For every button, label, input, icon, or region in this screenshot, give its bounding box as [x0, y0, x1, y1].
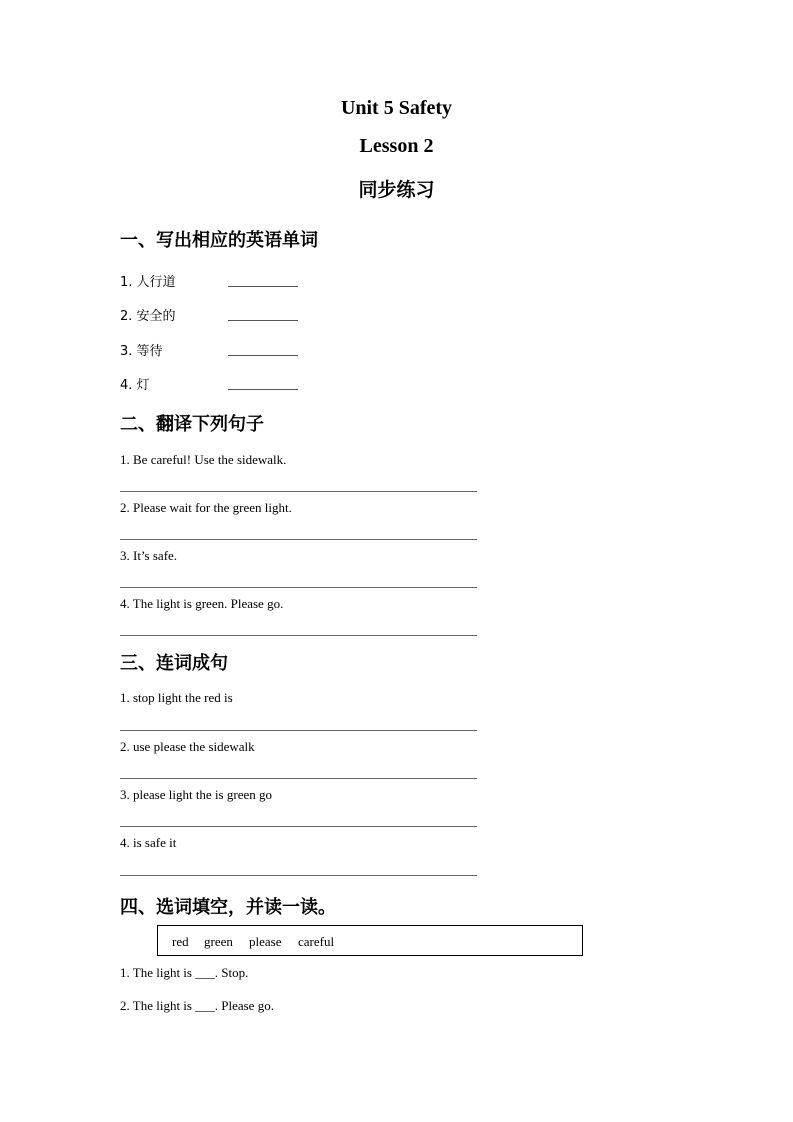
- section3-item-4: 4. is safe it: [120, 835, 177, 850]
- answer-line[interactable]: [120, 491, 477, 492]
- section1-item-4: 4. 灯: [120, 378, 150, 393]
- section2-item-2: 2. Please wait for the green light.: [120, 500, 292, 515]
- answer-line[interactable]: [120, 826, 477, 827]
- answer-line[interactable]: [120, 778, 477, 779]
- answer-blank-1[interactable]: [228, 286, 298, 287]
- section1-heading: 一、写出相应的英语单词: [120, 230, 318, 251]
- section1-item-2: 2. 安全的: [120, 309, 176, 324]
- section3-item-1: 1. stop light the red is: [120, 690, 233, 705]
- section4-item-1: 1. The light is ___. Stop.: [120, 965, 249, 980]
- section3-item-3: 3. please light the is green go: [120, 787, 272, 802]
- section1-item-3: 3. 等待: [120, 344, 163, 359]
- answer-line[interactable]: [120, 635, 477, 636]
- exercise-subtitle: 同步练习: [358, 179, 435, 201]
- document-title: Unit 5 Safety: [340, 97, 453, 119]
- word-bank-word: green: [204, 934, 233, 949]
- answer-blank-2[interactable]: [228, 320, 298, 321]
- section4-heading: 四、选词填空，并读一读。: [120, 897, 336, 918]
- section2-item-1: 1. Be careful! Use the sidewalk.: [120, 452, 287, 467]
- answer-blank-3[interactable]: [228, 355, 298, 356]
- section2-item-4: 4. The light is green. Please go.: [120, 596, 284, 611]
- word-bank-word: careful: [298, 934, 335, 949]
- answer-line[interactable]: [120, 875, 477, 876]
- section4-item-2: 2. The light is ___. Please go.: [120, 998, 274, 1013]
- word-bank-word: red: [172, 934, 189, 949]
- answer-blank-4[interactable]: [228, 389, 298, 390]
- answer-line[interactable]: [120, 587, 477, 588]
- section2-item-3: 3. It’s safe.: [120, 548, 178, 563]
- lesson-title: Lesson 2: [359, 135, 434, 157]
- answer-line[interactable]: [120, 539, 477, 540]
- word-bank-box: [157, 925, 583, 956]
- answer-line[interactable]: [120, 730, 477, 731]
- section3-heading: 三、连词成句: [120, 653, 228, 674]
- section3-item-2: 2. use please the sidewalk: [120, 739, 255, 754]
- word-bank-word: please: [249, 934, 282, 949]
- section1-item-1: 1. 人行道: [120, 275, 176, 290]
- section2-heading: 二、翻译下列句子: [120, 414, 264, 435]
